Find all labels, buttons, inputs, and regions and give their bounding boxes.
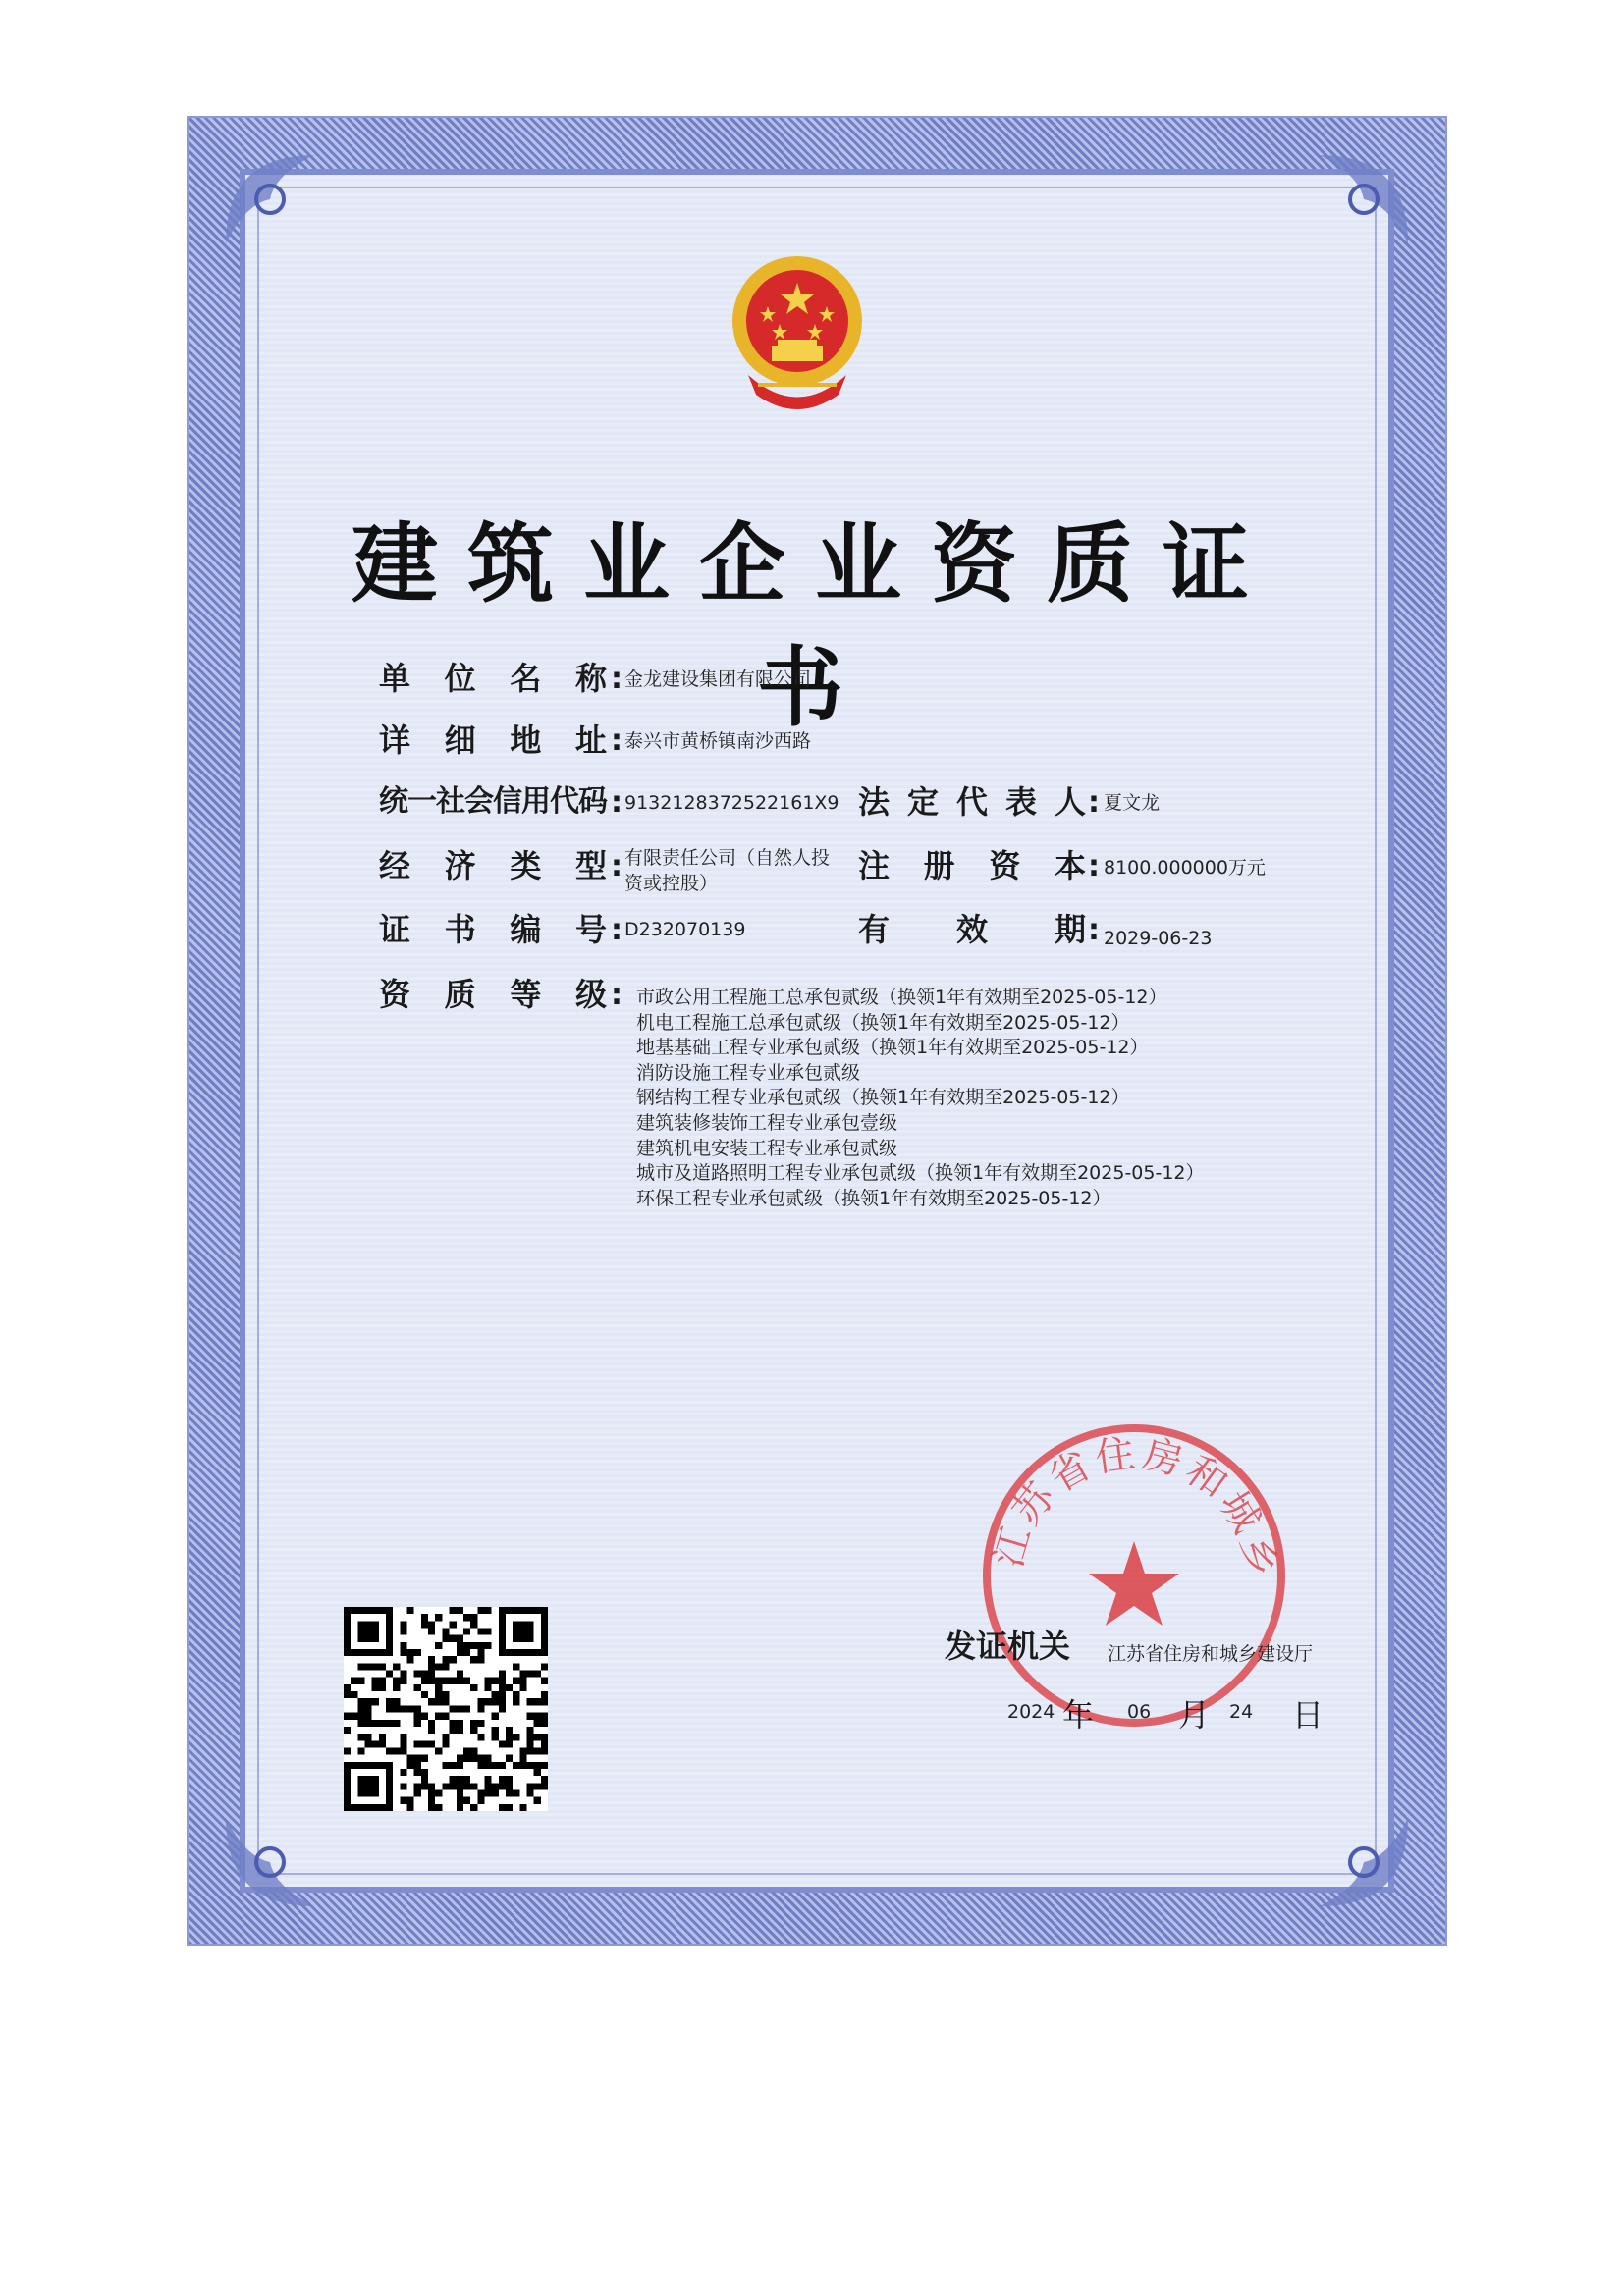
qualification-list <box>636 986 1205 1211</box>
valid-until-label: 有效期 <box>858 911 1086 948</box>
colon: : <box>1088 785 1100 820</box>
month-char: 月 <box>1178 1696 1211 1734</box>
econ-type-value-line2: 资或控股） <box>624 873 719 894</box>
reg-capital-value: 8100.000000万元 <box>1104 857 1266 879</box>
qualification-item: 钢结构工程专业承包贰级（换领1年有效期至2025-05-12） <box>636 1087 1130 1109</box>
qualification-item: 建筑装修装饰工程专业承包壹级 <box>636 1111 898 1134</box>
issue-day: 24 <box>1229 1701 1254 1723</box>
year-char: 年 <box>1062 1696 1095 1734</box>
issue-year: 2024 <box>1007 1701 1055 1723</box>
colon: : <box>611 978 622 1012</box>
colon: : <box>1088 913 1100 947</box>
issuer-value: 江苏省住房和城乡建设厅 <box>1108 1643 1314 1665</box>
svg-text:江苏省住房和城乡建设厅 <box>972 1414 1284 1583</box>
corner-ornament-bottom-left <box>216 1808 324 1916</box>
colon: : <box>611 913 622 947</box>
national-emblem-icon <box>729 247 866 424</box>
qualification-item: 机电工程施工总承包贰级（换领1年有效期至2025-05-12） <box>636 1011 1130 1034</box>
qualification-item: 地基基础工程专业承包贰级（换领1年有效期至2025-05-12） <box>636 1037 1149 1059</box>
credit-code-value: 9132128372522161X9 <box>624 792 839 814</box>
qualification-item: 消防设施工程专业承包贰级 <box>636 1061 861 1084</box>
cert-no-value: D232070139 <box>624 919 746 940</box>
issuer-label: 发证机关 <box>945 1628 1071 1665</box>
issue-month: 06 <box>1127 1701 1152 1723</box>
seal-text: 江苏省住房和城乡 <box>985 1430 1284 1584</box>
qualification-label: 资质等级 <box>379 976 607 1013</box>
corner-ornament-top-right <box>1310 145 1418 253</box>
colon: : <box>611 662 622 696</box>
legal-rep-value: 夏文龙 <box>1104 792 1161 814</box>
certificate-title: 建筑业企业资质证书 <box>351 512 1278 738</box>
econ-type-value-line1: 有限责任公司（自然人投 <box>624 847 831 869</box>
credit-code-label: 统一社会信用代码 <box>379 784 607 819</box>
qualification-item: 环保工程专业承包贰级（换领1年有效期至2025-05-12） <box>636 1187 1111 1209</box>
unit-name-value: 金龙建设集团有限公司 <box>624 668 812 690</box>
qualification-item: 城市及道路照明工程专业承包贰级（换领1年有效期至2025-05-12） <box>636 1162 1205 1185</box>
qr-code-icon[interactable] <box>344 1607 548 1811</box>
colon: : <box>1088 849 1100 883</box>
qualification-item: 建筑机电安装工程专业承包贰级 <box>636 1137 898 1159</box>
colon: : <box>611 723 622 758</box>
address-label: 详细地址 <box>379 721 607 759</box>
colon: : <box>611 785 622 820</box>
corner-ornament-top-left <box>216 145 324 253</box>
corner-ornament-bottom-right <box>1310 1808 1418 1916</box>
valid-until-value: 2029-06-23 <box>1104 928 1213 949</box>
econ-type-label: 经济类型 <box>379 847 607 884</box>
address-value: 泰兴市黄桥镇南沙西路 <box>624 730 812 752</box>
reg-capital-label: 注册资本 <box>858 847 1086 884</box>
legal-rep-label: 法定代表人 <box>858 783 1086 821</box>
qualification-item: 市政公用工程施工总承包贰级（换领1年有效期至2025-05-12） <box>636 987 1167 1008</box>
unit-name-label: 单位名称 <box>379 660 607 697</box>
cert-no-label: 证书编号 <box>379 911 607 948</box>
colon: : <box>611 849 622 883</box>
day-char: 日 <box>1292 1696 1325 1734</box>
official-seal-icon <box>972 1414 1296 1737</box>
